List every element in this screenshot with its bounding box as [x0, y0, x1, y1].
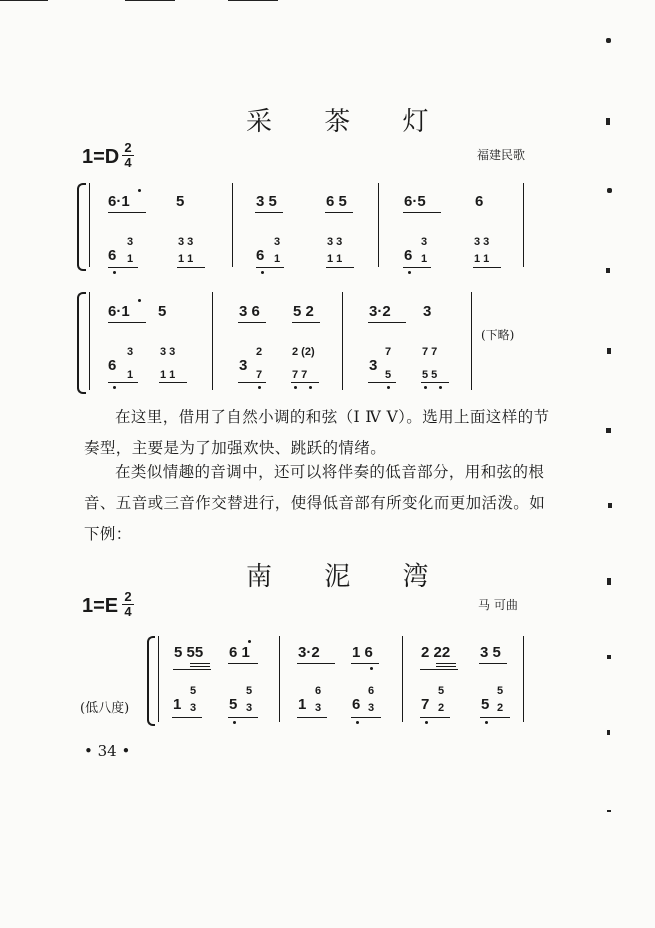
chord-upper: 6 — [368, 685, 375, 697]
melody-note: 2 22 — [421, 644, 451, 661]
body-paragraph: 在类似情趣的音调中，还可以将伴奏的低音部分，用和弦的根音、五音或三音作交替进行，使得低音部有所变化而更加活泼。如下例： — [84, 463, 546, 543]
chord-lower: 1 1 — [178, 253, 194, 265]
beam — [190, 663, 210, 664]
composer-credit: 福建民歌 — [477, 148, 526, 162]
chord-lower: 1 1 — [327, 253, 343, 265]
chord-lower: 7 — [256, 369, 263, 381]
scan-mark — [607, 810, 611, 812]
beam — [403, 267, 431, 268]
high-octave-dot — [138, 299, 141, 302]
key-signature: 1=D — [82, 146, 120, 168]
beam — [436, 663, 456, 664]
low-octave-dot — [408, 271, 411, 274]
bass-note: 6 — [256, 247, 265, 264]
chord-lower: 3 — [190, 702, 197, 714]
barline — [402, 636, 403, 722]
chord-lower: 1 — [127, 253, 134, 265]
chord-upper: 7 7 — [422, 346, 438, 358]
low-octave-dot — [439, 386, 442, 389]
beam — [473, 267, 501, 268]
barline — [342, 292, 343, 390]
melody-note: 6 1 — [229, 644, 250, 661]
barline — [279, 636, 280, 722]
page-number: • 34 • — [84, 742, 131, 760]
scan-mark — [0, 0, 48, 1]
body-paragraph: 在这里，借用了自然小调的和弦（Ⅰ Ⅳ Ⅴ）。选用上面这样的节奏型，主要是为了加强欢快、跳跃的情绪。 — [84, 408, 550, 457]
low-octave-dot — [309, 386, 312, 389]
chord-lower: 3 — [246, 702, 253, 714]
low-octave-dot — [294, 386, 297, 389]
chord-lower: 1 1 — [474, 253, 490, 265]
scan-mark — [606, 118, 610, 125]
chord-upper: 3 — [421, 236, 428, 248]
beam — [108, 267, 138, 268]
beam — [177, 267, 205, 268]
melody-note: 3 5 — [480, 644, 501, 661]
scan-mark — [228, 0, 278, 1]
beam — [351, 663, 379, 664]
melody-note: 6·1 — [108, 303, 130, 320]
bass-note: 6 — [108, 247, 117, 264]
beam — [238, 322, 266, 323]
chord-lower: 2 — [497, 702, 504, 714]
beam — [436, 666, 456, 667]
system-brace — [147, 636, 155, 726]
low-octave-dot — [356, 721, 359, 724]
bass-note: 3 — [239, 357, 248, 374]
scan-mark — [125, 0, 175, 1]
low-octave-dot — [261, 271, 264, 274]
melody-note: 6·5 — [404, 193, 426, 210]
barline — [523, 636, 524, 722]
beam — [108, 212, 146, 213]
bass-note: 5 — [481, 696, 490, 713]
low-octave-dot — [424, 386, 427, 389]
beam — [108, 382, 138, 383]
chord-upper: 3 3 — [178, 236, 194, 248]
beam — [421, 382, 449, 383]
chord-upper: 5 — [246, 685, 253, 697]
barline — [232, 183, 233, 267]
chord-lower: 5 — [385, 369, 392, 381]
barline — [378, 183, 379, 267]
chord-upper: 2 — [256, 346, 263, 358]
scan-mark — [607, 188, 612, 193]
beam — [368, 382, 396, 383]
time-signature-bottom: 4 — [124, 155, 132, 170]
melody-note: 3 — [423, 303, 432, 320]
chord-lower: 1 — [274, 253, 281, 265]
melody-note: 5 55 — [174, 644, 204, 661]
bass-note: 6 — [352, 696, 361, 713]
chord-lower: 2 — [438, 702, 445, 714]
beam — [479, 663, 507, 664]
scan-mark — [606, 428, 611, 433]
low-octave-dot — [258, 386, 261, 389]
beam — [292, 322, 320, 323]
bass-note: 6 — [404, 247, 413, 264]
melody-note: 5 — [176, 193, 185, 210]
system-line — [89, 183, 90, 267]
system-line — [89, 292, 90, 390]
low-octave-dot — [425, 721, 428, 724]
chord-lower: 1 — [421, 253, 428, 265]
beam — [297, 663, 335, 664]
melody-note: 3 6 — [239, 303, 260, 320]
chord-upper: 3 3 — [327, 236, 343, 248]
high-octave-dot — [138, 189, 141, 192]
chord-upper: 6 — [315, 685, 322, 697]
composer-credit: 马 可曲 — [478, 598, 518, 612]
melody-note: 6·1 — [108, 193, 130, 210]
chord-upper: 3 — [127, 346, 134, 358]
melody-note: 3·2 — [298, 644, 320, 661]
beam — [326, 267, 354, 268]
system-brace — [77, 183, 86, 271]
beam — [108, 322, 146, 323]
beam — [159, 382, 187, 383]
beam — [228, 717, 258, 718]
melody-note: 5 — [158, 303, 167, 320]
low-octave-dot — [233, 721, 236, 724]
system-line — [158, 636, 159, 722]
bass-note: 7 — [421, 696, 430, 713]
beam — [325, 212, 353, 213]
scan-mark — [606, 268, 610, 273]
octave-label: (低八度) — [80, 701, 130, 716]
song-title: 南 泥 湾 — [246, 562, 451, 592]
chord-lower: 5 5 — [422, 369, 438, 381]
low-octave-dot — [113, 386, 116, 389]
key-signature: 1=E — [82, 595, 119, 617]
low-octave-dot — [370, 667, 373, 670]
beam — [297, 717, 327, 718]
melody-note: 6 — [475, 193, 484, 210]
song-title: 采 茶 灯 — [246, 107, 451, 137]
scan-mark — [608, 503, 612, 508]
beam — [351, 717, 381, 718]
time-signature-top: 2 — [124, 589, 132, 604]
bass-note: 1 — [298, 696, 307, 713]
beam — [403, 212, 441, 213]
bass-note: 1 — [173, 696, 182, 713]
beam — [172, 717, 202, 718]
barline — [523, 183, 524, 267]
beam — [480, 717, 510, 718]
beam — [173, 669, 211, 670]
omitted-note: (下略) — [481, 328, 515, 342]
bass-note: 5 — [229, 696, 238, 713]
chord-upper: 2 (2) — [292, 346, 315, 358]
melody-note: 1 6 — [352, 644, 373, 661]
bass-note: 3 — [369, 357, 378, 374]
chord-lower: 1 — [127, 369, 134, 381]
chord-upper: 5 — [497, 685, 504, 697]
beam — [190, 666, 210, 667]
chord-upper: 5 — [190, 685, 197, 697]
beam — [255, 212, 283, 213]
chord-lower: 3 — [315, 702, 322, 714]
chord-upper: 3 3 — [474, 236, 490, 248]
bass-note: 6 — [108, 357, 117, 374]
chord-lower: 7 7 — [292, 369, 308, 381]
time-signature-top: 2 — [124, 140, 132, 155]
beam — [420, 717, 450, 718]
beam — [420, 669, 458, 670]
low-octave-dot — [387, 386, 390, 389]
melody-note: 5 2 — [293, 303, 314, 320]
beam — [256, 267, 284, 268]
chord-upper: 3 — [127, 236, 134, 248]
scan-mark — [607, 578, 611, 585]
barline — [212, 292, 213, 390]
scan-mark — [607, 730, 610, 735]
melody-note: 6 5 — [326, 193, 347, 210]
chord-upper: 5 — [438, 685, 445, 697]
beam — [238, 382, 266, 383]
chord-upper: 7 — [385, 346, 392, 358]
melody-note: 3 5 — [256, 193, 277, 210]
scan-mark — [607, 348, 611, 354]
scan-mark — [607, 655, 611, 659]
high-octave-dot — [248, 640, 251, 643]
chord-lower: 1 1 — [160, 369, 176, 381]
barline — [471, 292, 472, 390]
scan-mark — [606, 38, 611, 43]
chord-upper: 3 3 — [160, 346, 176, 358]
beam — [368, 322, 406, 323]
low-octave-dot — [485, 721, 488, 724]
time-signature-bottom: 4 — [124, 604, 132, 619]
system-brace — [77, 292, 86, 394]
melody-note: 3·2 — [369, 303, 391, 320]
chord-upper: 3 — [274, 236, 281, 248]
beam — [291, 382, 319, 383]
low-octave-dot — [113, 271, 116, 274]
beam — [228, 663, 258, 664]
chord-lower: 3 — [368, 702, 375, 714]
